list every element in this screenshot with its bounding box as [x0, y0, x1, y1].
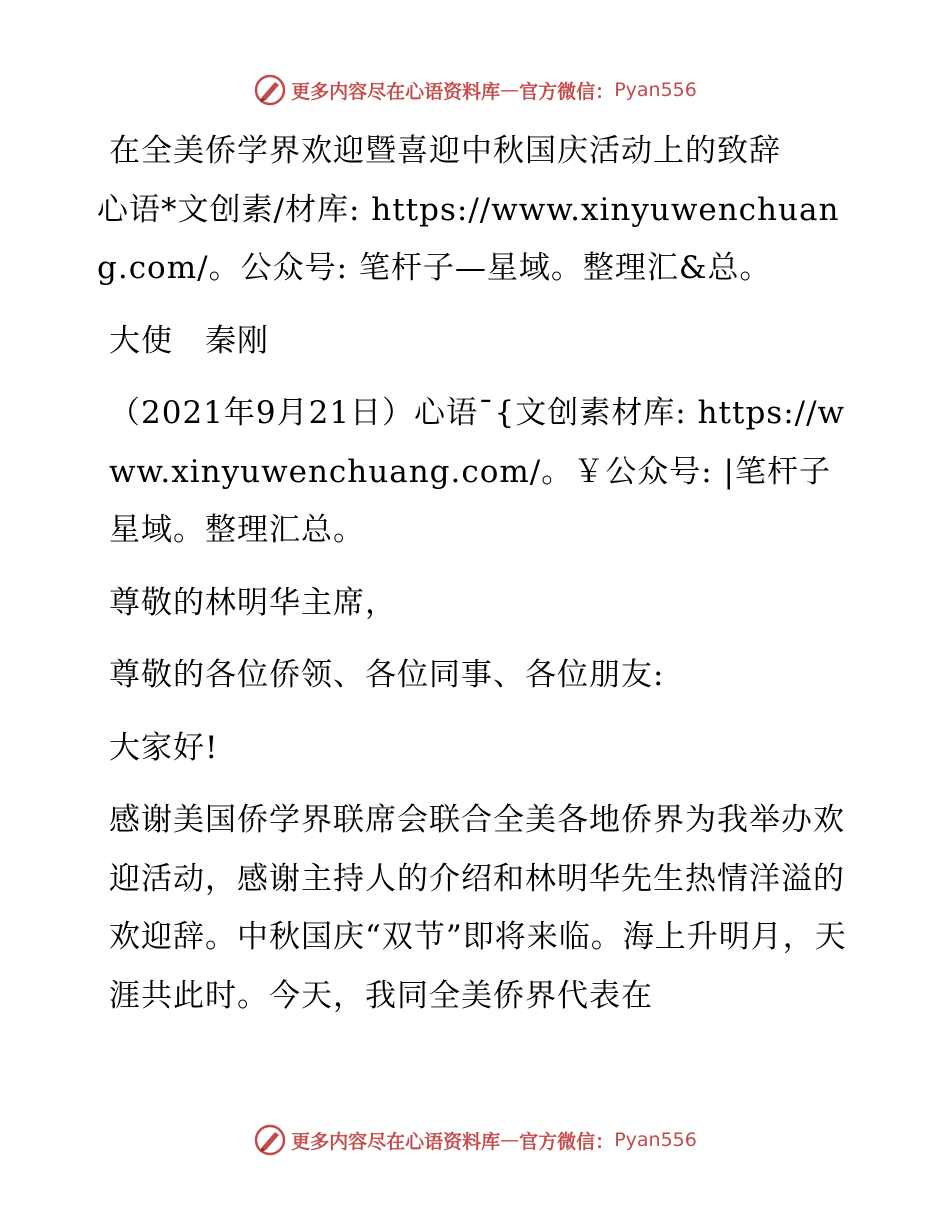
footer-main-text: 更多内容尽在心语资料库 — [291, 1130, 501, 1153]
footer-watermark — [0, 1120, 950, 1160]
paragraph-body: 感谢美国侨学界联席会联合全美各地侨界为我举办欢迎活动，感谢主持人的介绍和林明华先生热情洋溢的欢迎辞。中秋国庆“双节”即将来临。海上升明月，天涯共此时。今天，我同全美侨界代表在 — [109, 802, 847, 1014]
pen-logo-icon — [253, 1123, 287, 1157]
paragraph-salutation-1: 尊敬的林明华主席， — [109, 584, 397, 621]
header-account-label: 官方微信： — [519, 80, 615, 103]
header-main-text: 更多内容尽在心语资料库 — [291, 80, 501, 103]
header-account-id: Pyan556 — [614, 79, 697, 101]
footer-separator: — — [500, 1129, 520, 1151]
pen-logo-icon — [253, 73, 287, 107]
paragraph-date: （2021年9月21日）心语¯{文创素材库: https://www.xinyuwenchuang.com/。￥公众号: |笔杆子星域。整理汇总。 — [109, 395, 846, 548]
header-watermark — [0, 70, 950, 110]
footer-account-label: 官方微信： — [519, 1130, 615, 1153]
document-title: 在全美侨学界欢迎暨喜迎中秋国庆活动上的致辞 — [109, 133, 781, 169]
footer-account-id: Pyan556 — [614, 1129, 697, 1151]
header-separator: — — [500, 79, 520, 101]
paragraph-author: 大使 秦刚 — [109, 322, 269, 359]
paragraph-salutation-2: 尊敬的各位侨领、各位同事、各位朋友: — [109, 657, 665, 693]
paragraph-greeting: 大家好! — [109, 729, 219, 766]
paragraph-source-note-1: 心语*文创素/材库: https://www.xinyuwenchuang.com/。公众号: 笔杆子—星域。整理汇&总。 — [97, 191, 840, 286]
document-body — [97, 122, 857, 1025]
